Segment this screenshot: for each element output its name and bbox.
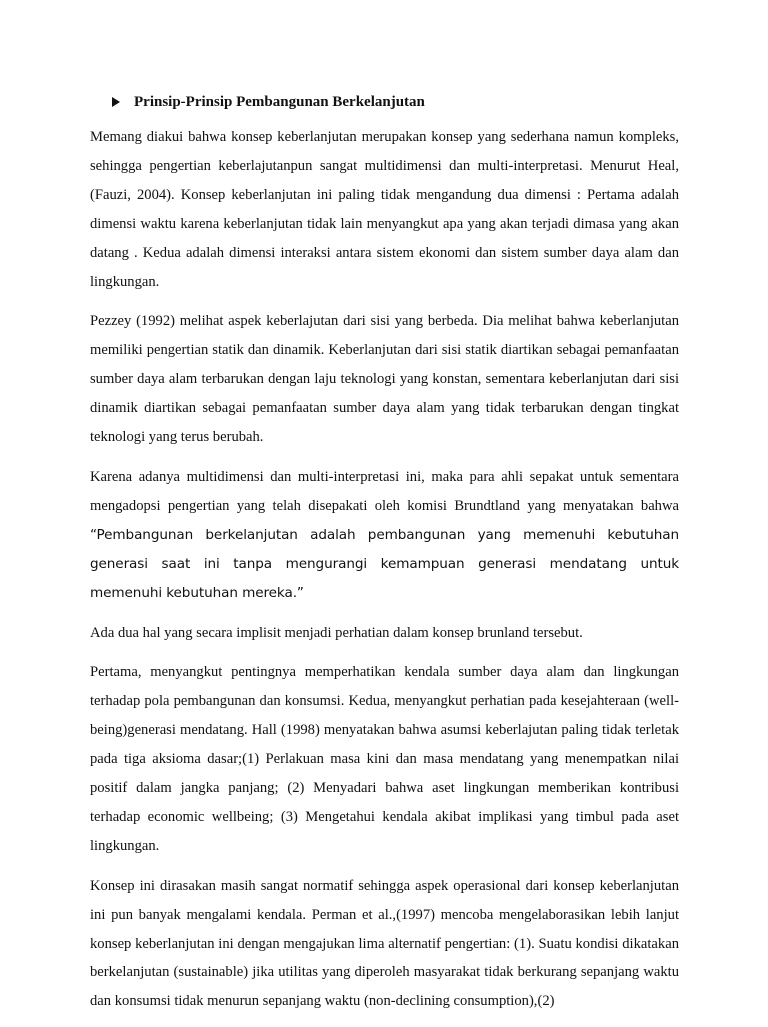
paragraph-6: Konsep ini dirasakan masih sangat normatif sehingga aspek operasional dari konsep keberlanjutan ini pun banyak mengalami kendala. Perman et al.,(1997) mencoba mengelaborasikan lebih lanjut konsep keberlanjutan ini dengan mengajukan lima alternatif pengertian: (1). Suatu kondisi dikatakan berkelanjutan (sustainable) jika utilitas yang diperoleh masyarakat tidak berkurang sepanjang waktu dan konsumsi tidak menurun sepanjang waktu (non-declining consumption),(2) (90, 877, 679, 1010)
paragraph-2: Pezzey (1992) melihat aspek keberlajutan dari sisi yang berbeda. Dia melihat bahwa keberlanjutan memiliki pengertian statik dan dinamik. Keberlanjutan dari sisi statik diartikan sebagai pemanfaatan sumber daya alam terbarukan dengan laju teknologi yang konstan, sementara keberlanjutan dari sisi dinamik diartikan sebagai pemanfaatan sumber daya alam yang tidak terbarukan dengan tingkat teknologi yang terus berubah. (90, 313, 679, 446)
paragraph-3-intro: Karena adanya multidimensi dan multi-interpretasi ini, maka para ahli sepakat untuk sementara mengadopsi pengertian yang telah disepakati oleh komisi Brundtland yang menyatakan bahwa (90, 468, 679, 514)
paragraph-1: Memang diakui bahwa konsep keberlanjutan merupakan konsep yang sederhana namun kompleks, sehingga pengertian keberlajutanpun sangat multidimensi dan multi-interpretasi. Menurut Heal, (Fauzi, 2004). Konsep keberlanjutan ini paling tidak mengandung dua dimensi : Pertama adalah dimensi waktu karena keberlanjutan tidak lain menyangkut apa yang akan terjadi dimasa yang akan datang . Kedua adalah dimensi interaksi antara sistem ekonomi dan sistem sumber daya alam dan lingkungan. (90, 129, 679, 290)
section-heading: Prinsip-Prinsip Pembangunan Berkelanjutan (134, 94, 425, 110)
arrow-bullet-icon (112, 97, 120, 107)
paragraph-5: Pertama, menyangkut pentingnya memperhatikan kendala sumber daya alam dan lingkungan terhadap pola pembangunan dan konsumsi. Kedua, menyangkut perhatian pada kesejahteraan (well-being)generasi mendatang. Hall (1998) menyatakan bahwa asumsi keberlajutan paling tidak terletak pada tiga aksioma dasar;(1) Perlakuan masa kini dan masa mendatang yang menempatkan nilai positif dalam jangka panjang; (2) Menyadari bahwa aset lingkungan memberikan kontribusi terhadap economic wellbeing; (3) Mengetahui kendala akibat implikasi yang timbul pada aset lingkungan. (90, 664, 679, 854)
paragraph-3 (90, 463, 679, 608)
body-text (90, 123, 679, 1027)
brundtland-quote: “Pembangunan berkelanjutan adalah pembangunan yang memenuhi kebutuhan generasi saat ini tanpa mengurangi kemampuan generasi mendatang untuk memenuhi kebutuhan mereka.” (90, 526, 679, 601)
paragraph-4: Ada dua hal yang secara implisit menjadi perhatian dalam konsep brunland tersebut. (90, 624, 583, 641)
